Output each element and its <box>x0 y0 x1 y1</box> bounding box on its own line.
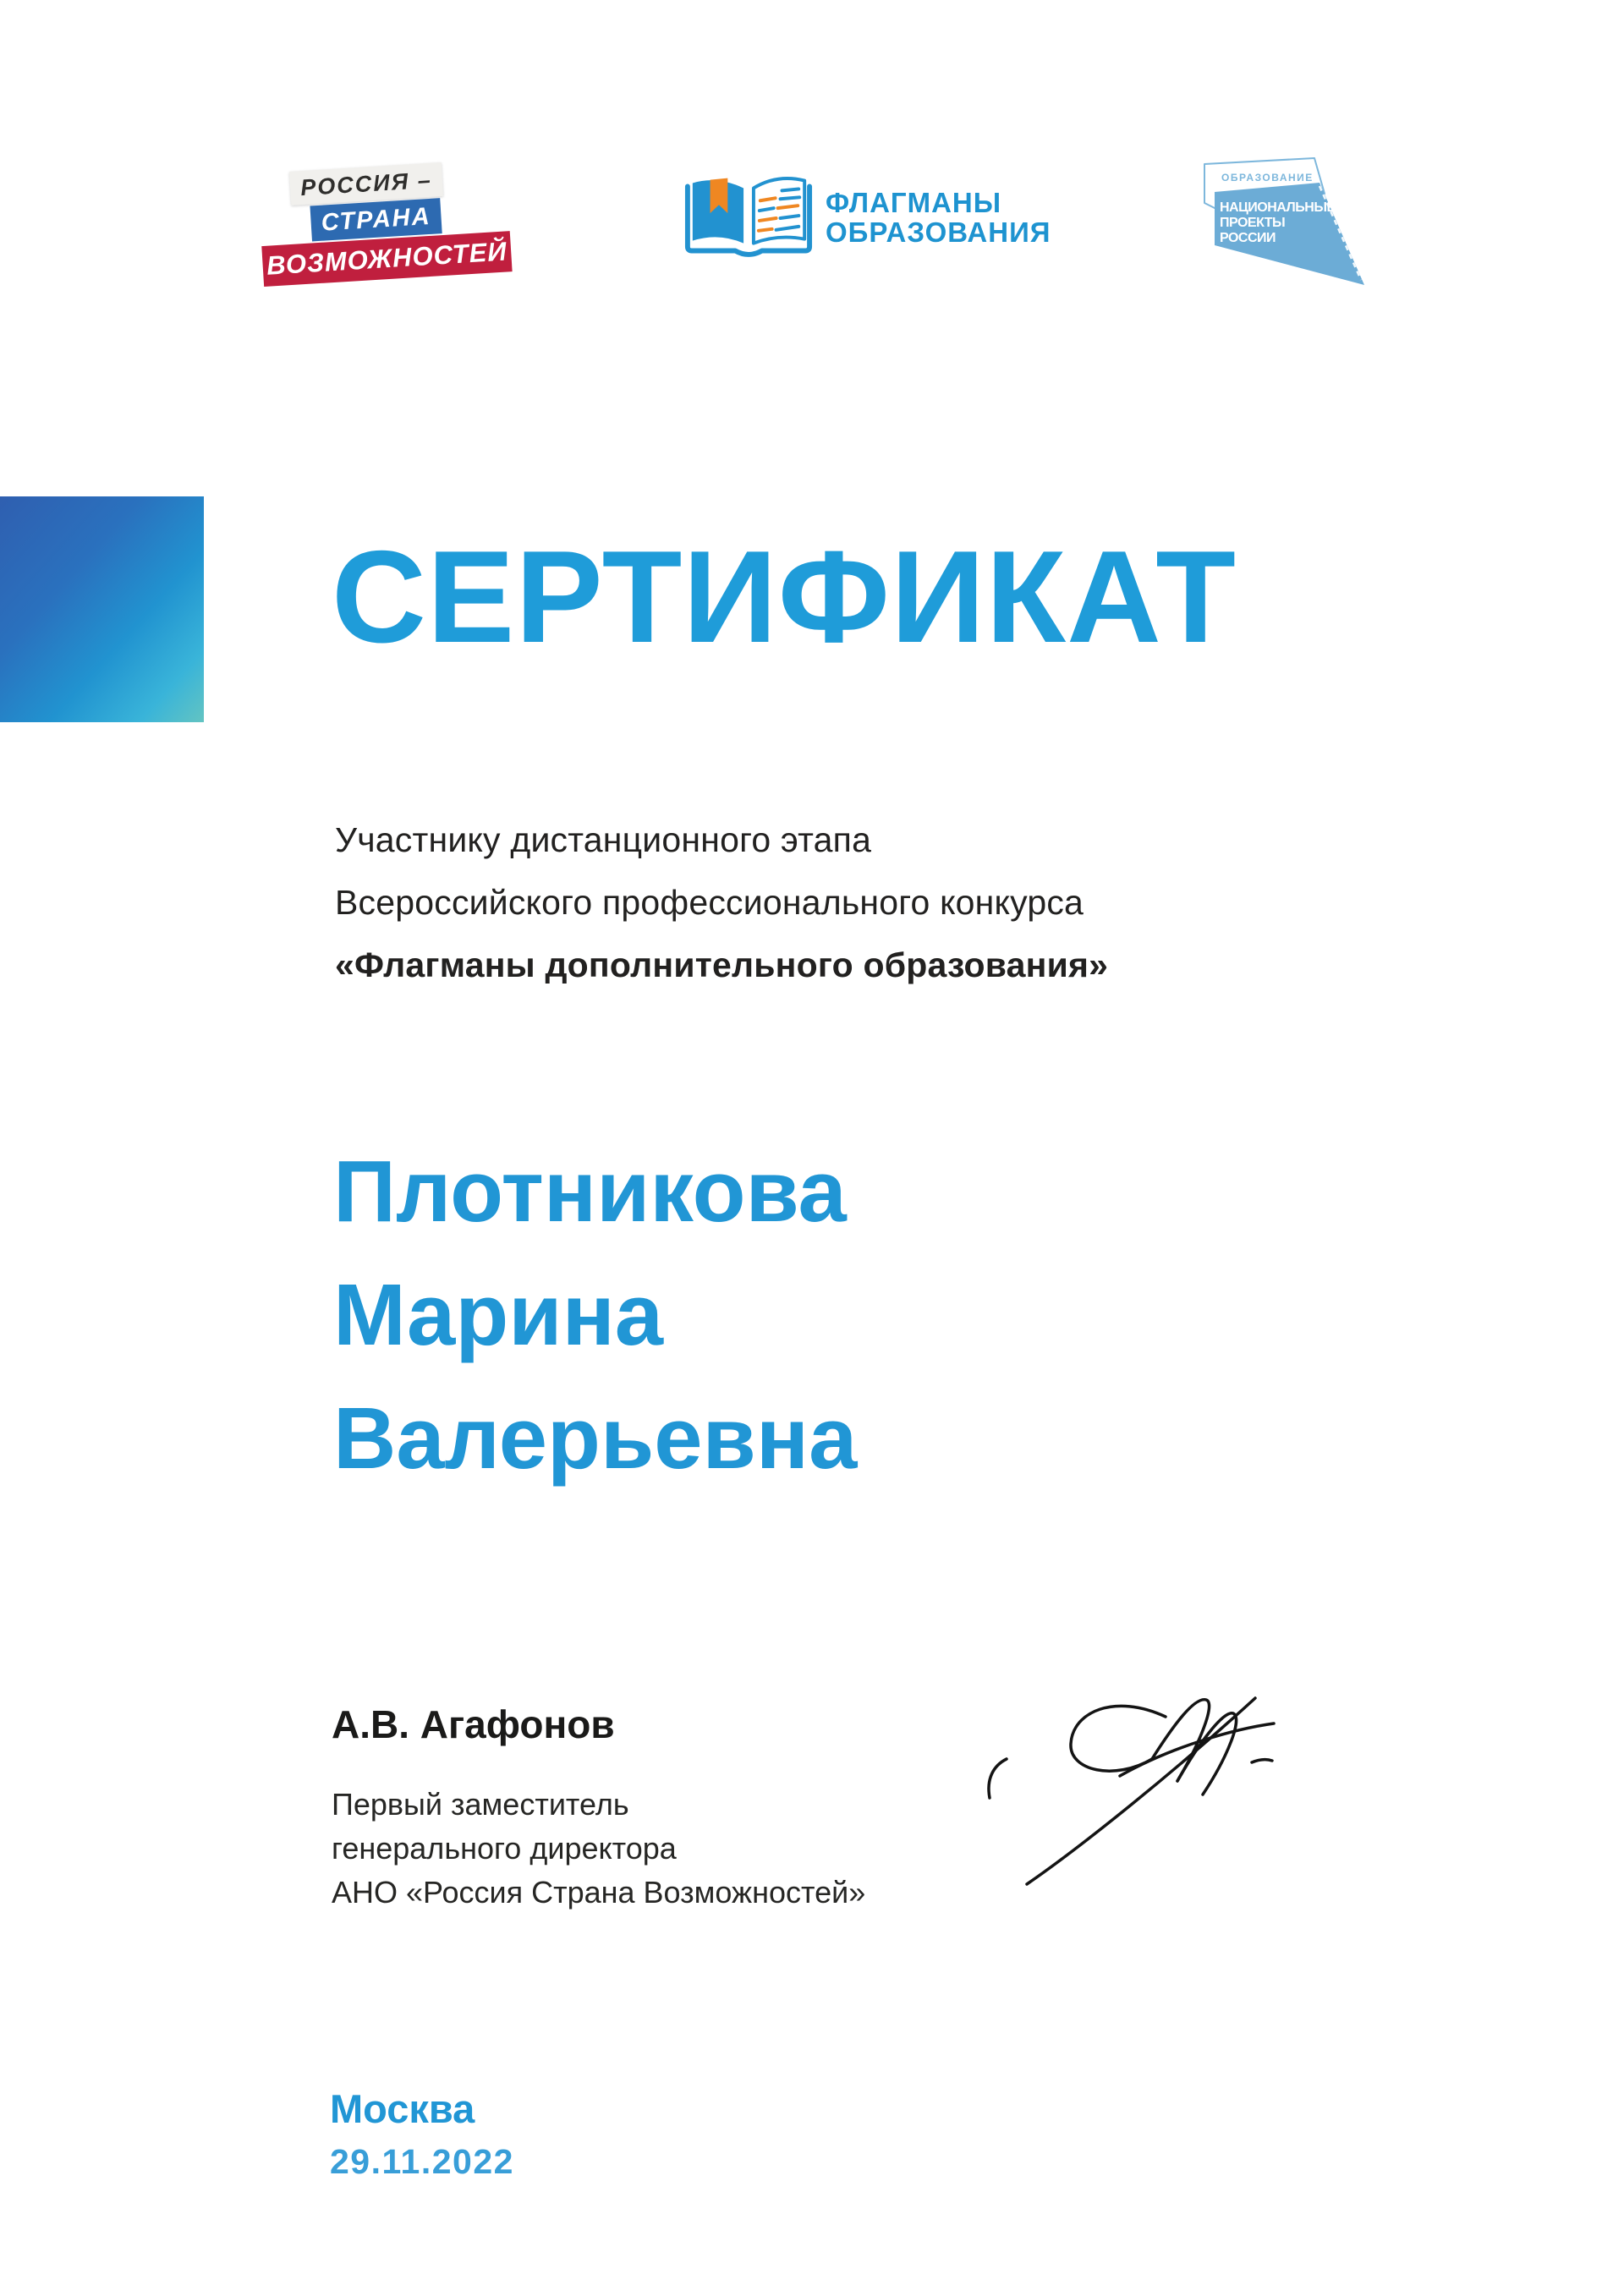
national-projects-flag-icon <box>1201 152 1370 292</box>
recipient-middle-name: Валерьевна <box>333 1389 858 1487</box>
rsv-logo-line3: ВОЗМОЖНОСТЕЙ <box>266 236 508 281</box>
rsv-logo-line1: РОССИЯ – <box>299 167 433 200</box>
natsproekty-logo-line3: РОССИИ <box>1220 231 1276 245</box>
footer-block <box>330 2085 514 2182</box>
recipient-name <box>333 1130 857 1500</box>
rsv-logo-bar-strana <box>310 198 442 241</box>
signatory-position-line2: генерального директора <box>332 1831 677 1866</box>
rsv-logo-bar-vozmozhnostey <box>261 231 512 287</box>
rsv-logo <box>257 158 518 292</box>
recipient-last-name: Плотникова <box>333 1143 847 1240</box>
gradient-accent-square <box>0 496 204 722</box>
signature-scribble-icon <box>954 1681 1292 1926</box>
natsproekty-logo-line1: НАЦИОНАЛЬНЫЕ <box>1220 200 1336 215</box>
signatory-block <box>332 1701 865 1915</box>
natsproekty-logo-line2: ПРОЕКТЫ <box>1220 216 1286 230</box>
flagmany-obrazovaniya-logo <box>682 173 1051 262</box>
flagmany-logo-text <box>826 188 1051 247</box>
intro-paragraph <box>335 808 1108 996</box>
footer-date: 29.11.2022 <box>330 2142 514 2181</box>
signatory-position-line3: АНО «Россия Страна Возможностей» <box>332 1875 866 1910</box>
rsv-logo-line2: СТРАНА <box>320 202 432 237</box>
flagmany-logo-line2: ОБРАЗОВАНИЯ <box>826 216 1051 248</box>
flagmany-logo-line1: ФЛАГМАНЫ <box>826 187 1002 218</box>
natsproekty-logo-top-label: ОБРАЗОВАНИЕ <box>1221 172 1314 184</box>
intro-line-1: Участнику дистанционного этапа <box>335 820 872 859</box>
recipient-first-name: Марина <box>333 1266 664 1363</box>
signatory-position <box>332 1783 865 1915</box>
footer-city: Москва <box>330 2086 475 2131</box>
open-book-icon <box>682 173 815 262</box>
certificate-title: СЕРТИФИКАТ <box>332 523 1237 670</box>
signatory-name: А.В. Агафонов <box>332 1702 615 1746</box>
signatory-position-line1: Первый заместитель <box>332 1787 629 1822</box>
intro-line-3-competition-name: «Флагманы дополнительного образования» <box>335 945 1109 984</box>
intro-line-2: Всероссийского профессионального конкурса <box>335 883 1084 922</box>
